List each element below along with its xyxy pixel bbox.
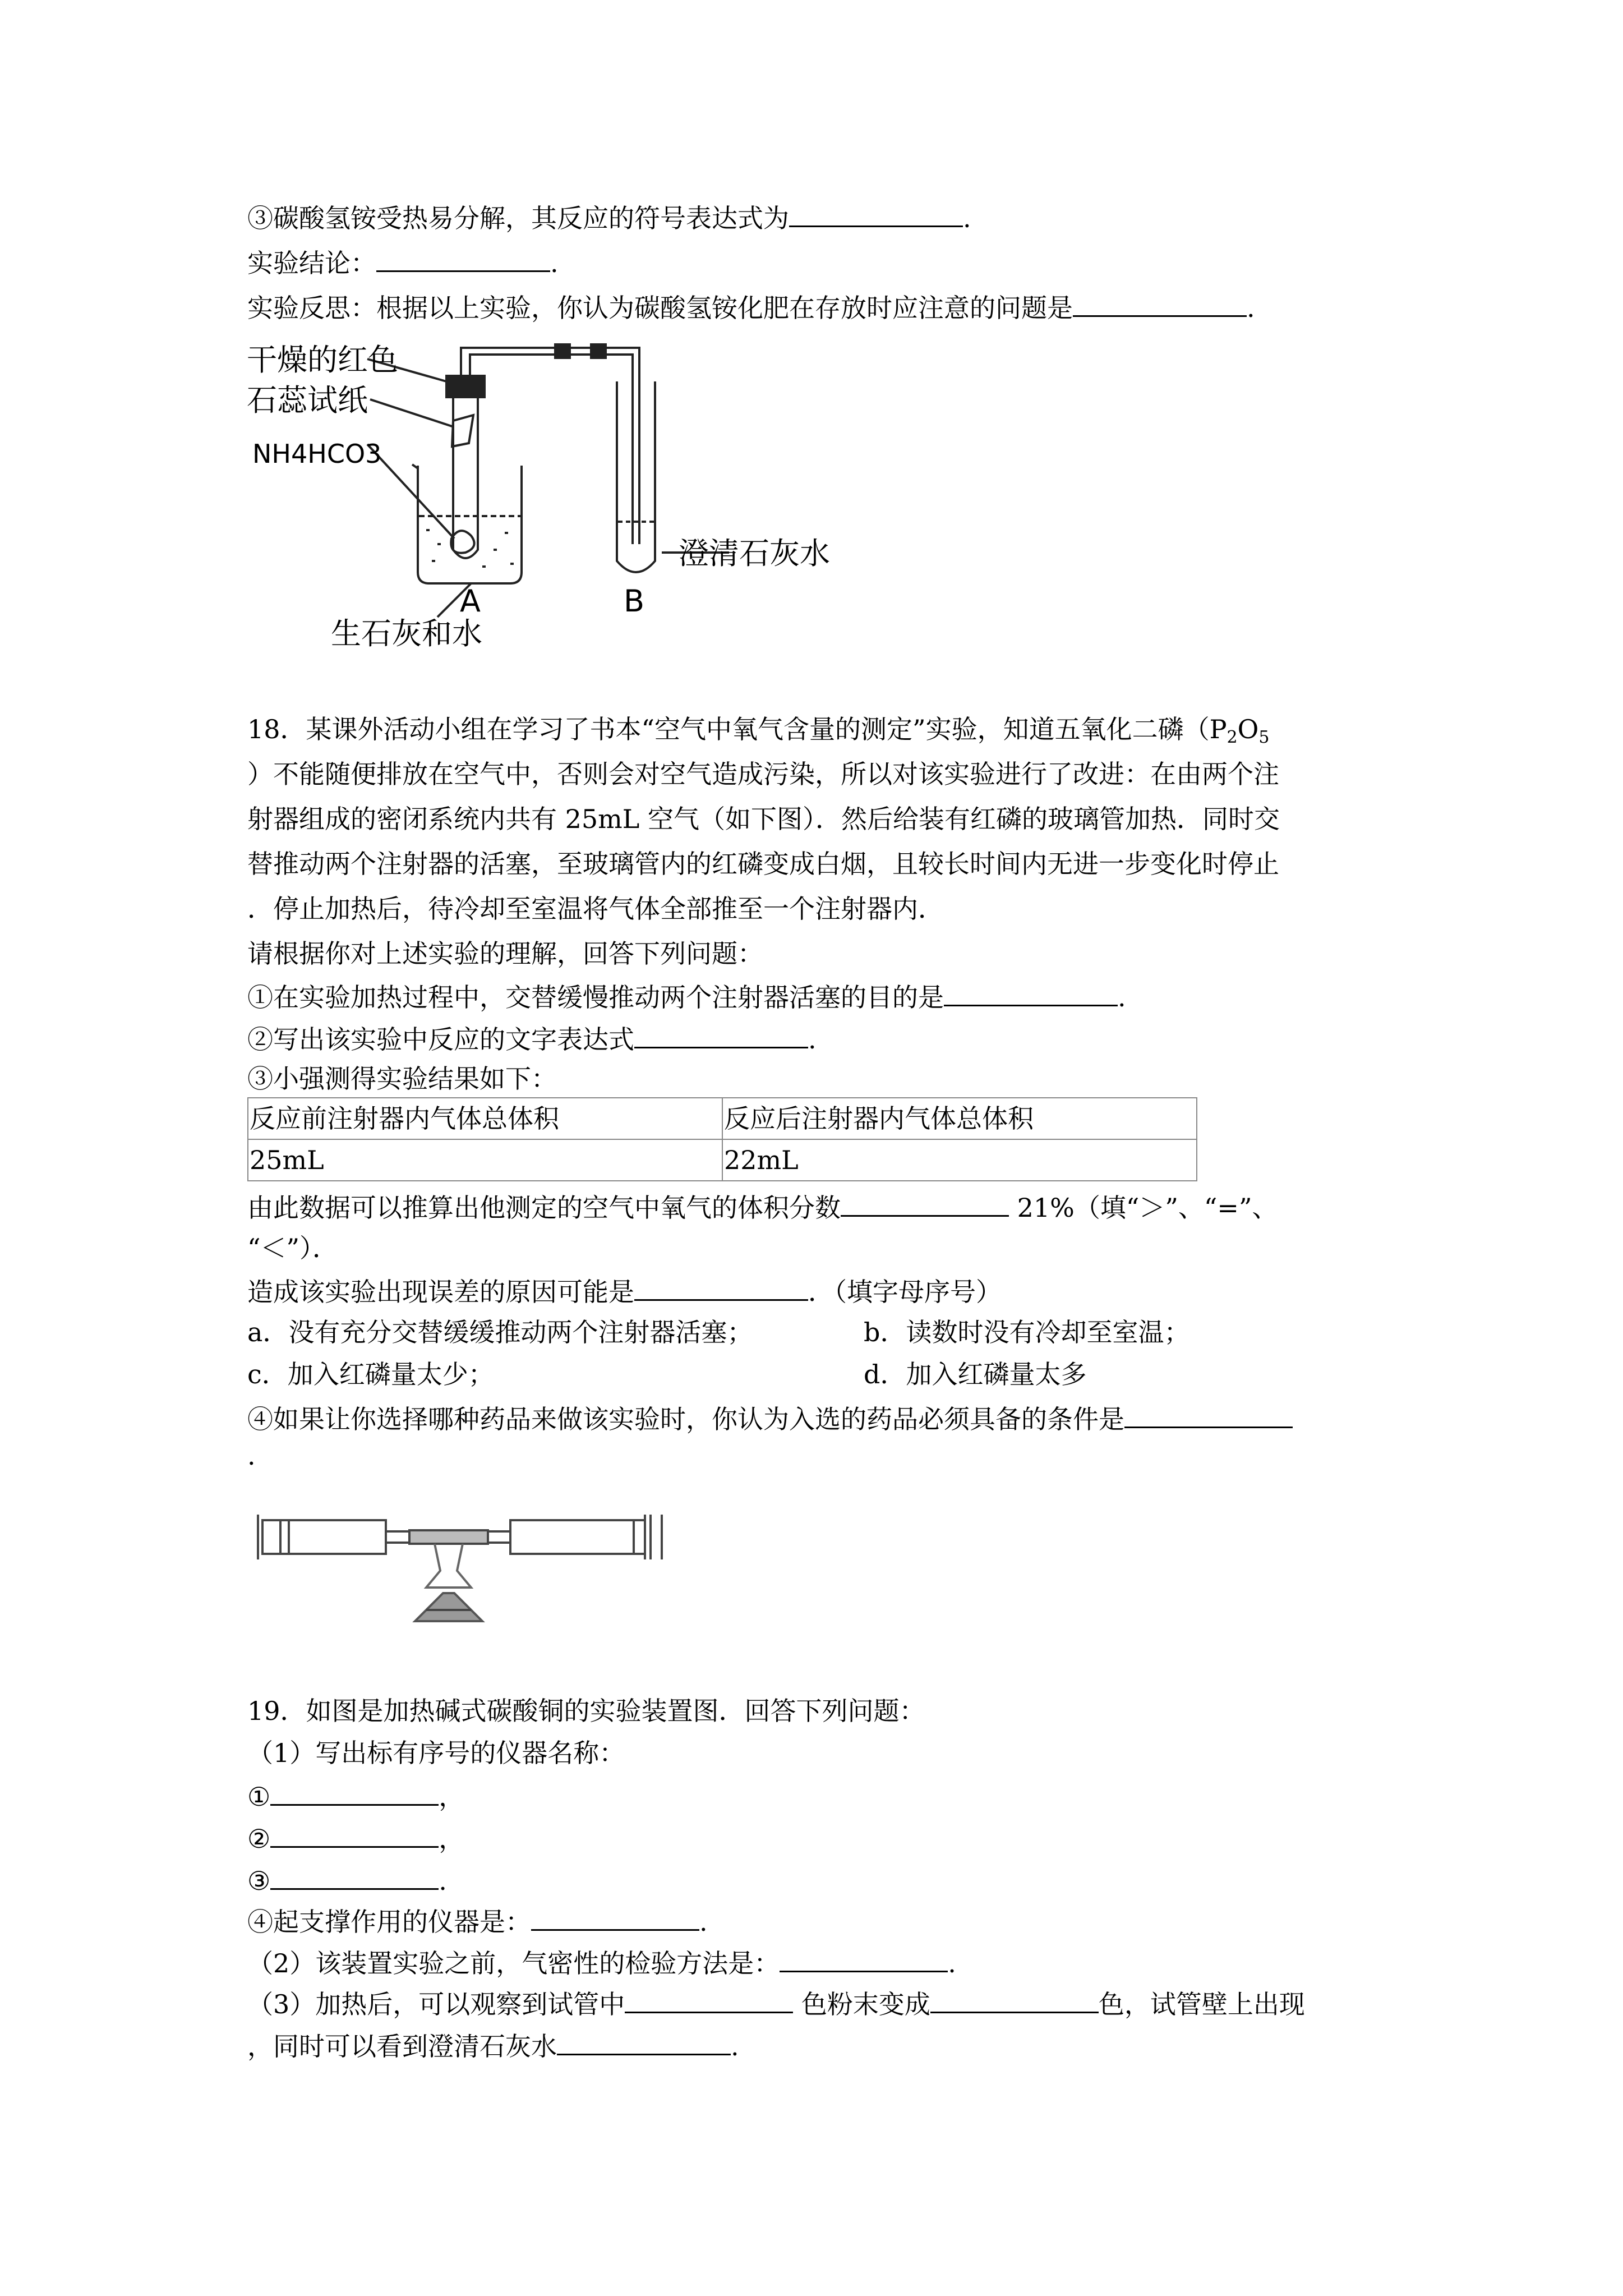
results-table [247, 1097, 1197, 1181]
q19-item-3: ③ . [247, 1862, 447, 1898]
q17-line-conclusion: 实验结论： . [247, 245, 559, 280]
answer-blank[interactable] [789, 200, 963, 227]
q18-syringe-figure [247, 1498, 684, 1644]
answer-blank[interactable] [270, 1862, 439, 1890]
answer-blank[interactable] [376, 245, 550, 272]
answer-blank[interactable] [780, 1945, 948, 1972]
q17-apparatus-figure [247, 337, 886, 662]
table-header-cell: 反应前注射器内气体总体积 [248, 1098, 722, 1139]
q18-q1: ①在实验加热过程中，交替缓慢推动两个注射器活塞的目的是 . [247, 979, 1126, 1014]
q19-s1: （1）写出标有序号的仪器名称： [247, 1738, 625, 1768]
table-cell: 22mL [722, 1139, 1197, 1181]
q18-p5: ．停止加热后，待冷却至室温将气体全部推至一个注射器内． [247, 894, 944, 924]
answer-blank[interactable] [1124, 1401, 1293, 1428]
answer-blank[interactable] [270, 1820, 439, 1848]
q18-after2: “＜”）． [247, 1233, 339, 1263]
q19-s2: （2）该装置实验之前，气密性的检验方法是： . [247, 1945, 956, 1980]
fig-label-paper-2: 石蕊试纸 [247, 383, 368, 418]
answer-blank[interactable] [625, 1986, 793, 2013]
answer-blank[interactable] [634, 1273, 808, 1301]
q19-s3: （3）加热后，可以观察到试管中 色粉末变成 色，试管壁上出现 [247, 1986, 1305, 2021]
answer-blank[interactable] [1073, 289, 1247, 317]
answer-blank[interactable] [531, 1903, 699, 1931]
table-cell: 25mL [248, 1139, 722, 1181]
fig-label-A: A [460, 583, 481, 619]
fig-label-compound: NH4HCO3 [252, 439, 382, 469]
q18-after3: 造成该实验出现误差的原因可能是 ．（填字母序号） [247, 1273, 1002, 1309]
q17-line-equation: ③碳酸氢铵受热易分解，其反应的符号表达式为 . [247, 200, 971, 235]
q18-p6: 请根据你对上述实验的理解，回答下列问题： [247, 938, 763, 969]
q18-q2: ②写出该实验中反应的文字表达式 . [247, 1021, 817, 1056]
table-row [248, 1098, 1197, 1139]
q18-opt-c: c．加入红磷量太少； [247, 1359, 494, 1389]
q18-opt-b: b．读数时没有冷却至室温； [864, 1317, 1190, 1347]
q18-p2: ）不能随便排放在空气中，否则会对空气造成污染，所以对该实验进行了改进：在由两个注 [247, 759, 1279, 789]
q19-title: 19．如图是加热碱式碳酸铜的实验装置图．回答下列问题： [247, 1696, 925, 1726]
answer-blank[interactable] [270, 1778, 439, 1806]
table-header-cell: 反应后注射器内气体总体积 [722, 1098, 1197, 1139]
q18-opt-a: a．没有充分交替缓缓推动两个注射器活塞； [247, 1317, 753, 1347]
q19-item-1: ① ， [247, 1778, 464, 1814]
q19-item-2: ② ， [247, 1820, 464, 1856]
q19-s3-cont: ，同时可以看到澄清石灰水 . [247, 2028, 739, 2063]
answer-blank[interactable] [930, 1986, 1099, 2013]
q18-p4: 替推动两个注射器的活塞，至玻璃管内的红磷变成白烟，且较长时间内无进一步变化时停止 [247, 849, 1279, 879]
q19-item-4: ④起支撑作用的仪器是： . [247, 1903, 708, 1939]
q18-q4: ④如果让你选择哪种药品来做该实验时，你认为入选的药品必须具备的条件是 [247, 1401, 1293, 1436]
fig-label-bottom: 生石灰和水 [331, 616, 482, 651]
q18-q4-end: . [247, 1441, 256, 1471]
table-row [248, 1139, 1197, 1181]
answer-blank[interactable] [557, 2028, 731, 2055]
answer-blank[interactable] [634, 1021, 808, 1048]
q18-p1: 18．某课外活动小组在学习了书本“空气中氧气含量的测定”实验，知道五氧化二磷（$P_2O_5$ [247, 714, 1270, 747]
q17-line-reflection: 实验反思：根据以上实验，你认为碳酸氢铵化肥在存放时应注意的问题是 . [247, 289, 1255, 325]
q18-after1: 由此数据可以推算出他测定的空气中氧气的体积分数 21%（填“＞”、“=”、 [247, 1189, 1278, 1225]
answer-blank[interactable] [944, 979, 1118, 1006]
fig-label-limewater: 澄清石灰水 [679, 536, 830, 571]
q18-opt-d: d．加入红磷量太多 [864, 1359, 1087, 1389]
q18-p3: 射器组成的密闭系统内共有 25mL 空气（如下图）．然后给装有红磷的玻璃管加热．同时交 [247, 804, 1280, 834]
answer-blank[interactable] [841, 1189, 1009, 1217]
q18-q3: ③小强测得实验结果如下： [247, 1064, 557, 1094]
fig-label-paper-1: 干燥的红色 [247, 342, 398, 378]
fig-label-B: B [624, 583, 645, 619]
